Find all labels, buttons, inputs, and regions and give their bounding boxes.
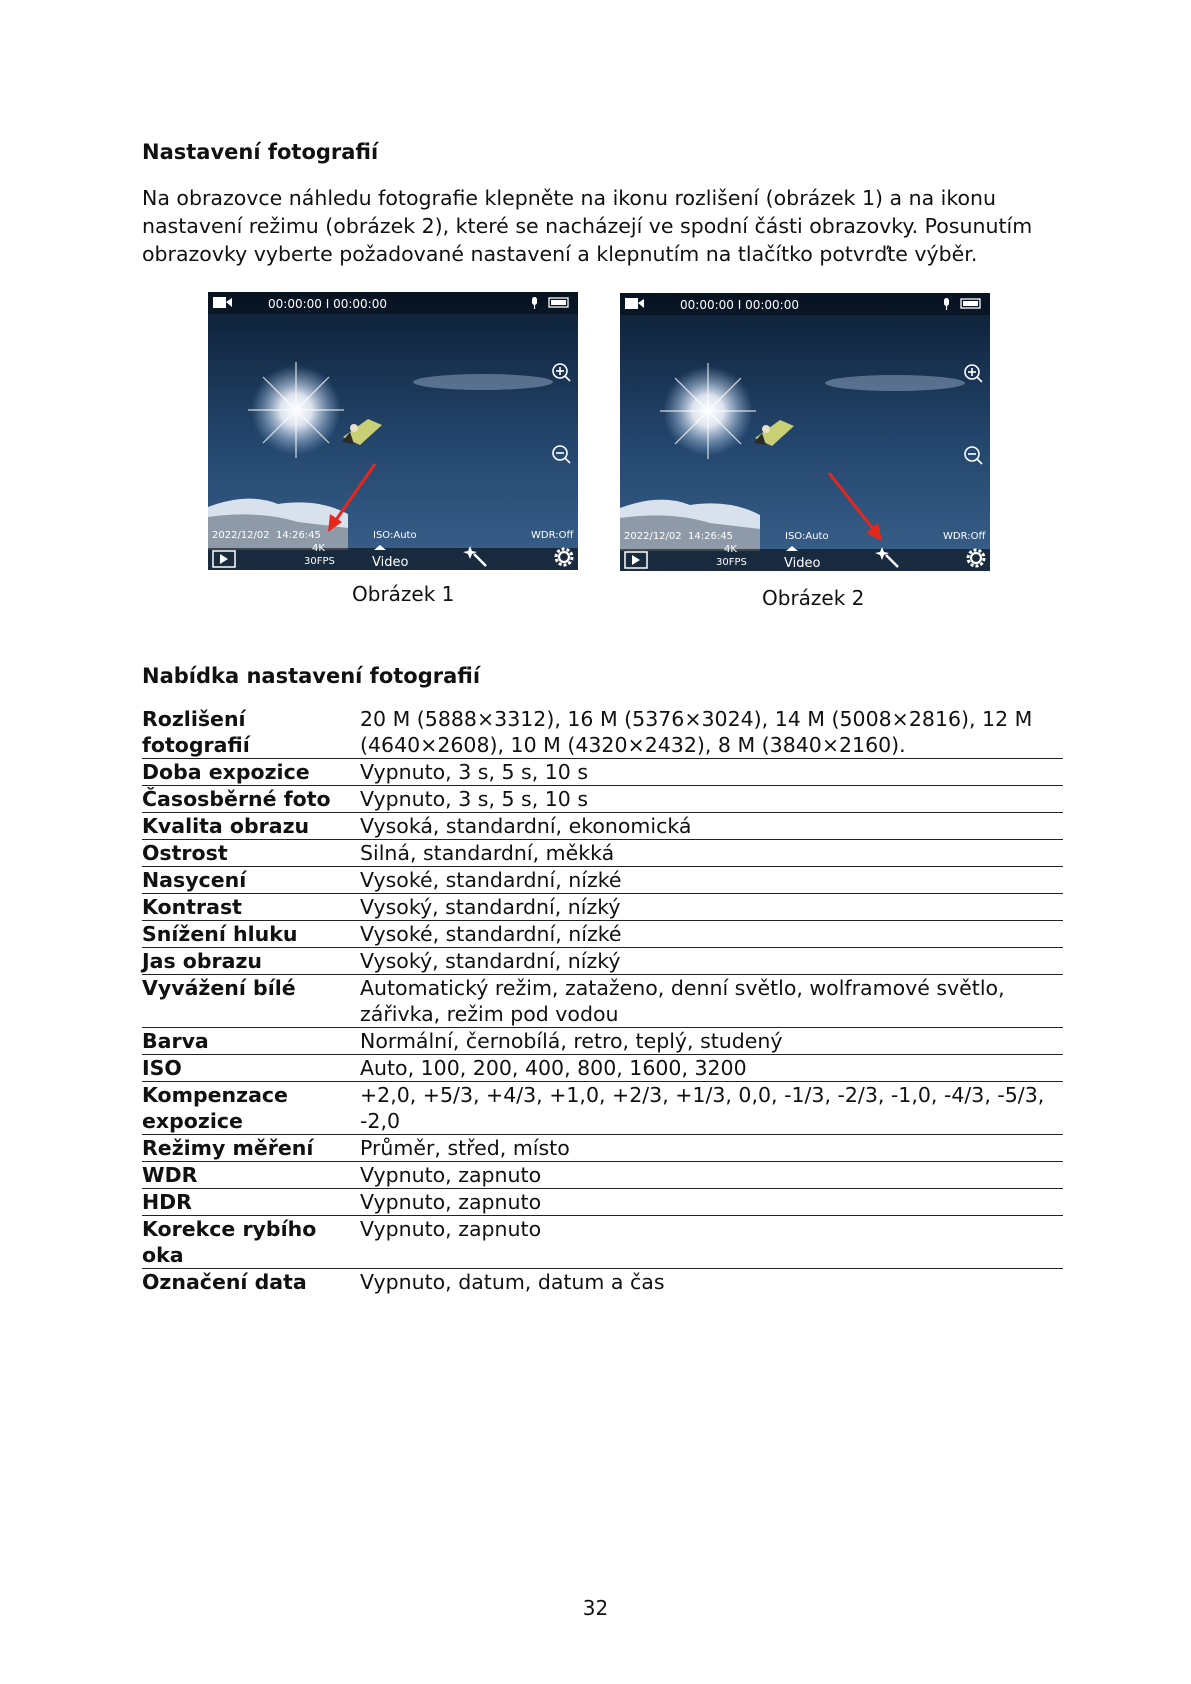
setting-name: Barva (142, 1028, 360, 1055)
setting-name: ISO (142, 1055, 360, 1082)
setting-value: Vypnuto, datum, datum a čas (360, 1270, 665, 1294)
intro-paragraph: Na obrazovce náhledu fotografie klepněte na ikonu rozlišení (obrázek 1) a na ikonu nastavení režimu (obrázek 2), které se nacházejí ve spodní části obrazovky. Posunutím obrazovky vyberte požadované nastavení a klepnutím na tlačítko potvrďte výběr. (142, 186, 1033, 266)
setting-value: Vysoké, standardní, nízké (360, 921, 1063, 948)
setting-name: Ostrost (142, 840, 360, 867)
setting-name: Označení data (142, 1270, 307, 1294)
setting-value: Průměr, střed, místo (360, 1135, 1063, 1162)
time-readout: 14:26:45 (688, 531, 733, 542)
table-row (142, 1216, 1063, 1269)
setting-name: WDR (142, 1162, 360, 1189)
setting-value: Automatický režim, zataženo, denní světlo, wolframové světlo, zářivka, režim pod vodou (360, 975, 1063, 1028)
table-row (142, 1162, 1063, 1189)
setting-name: HDR (142, 1189, 360, 1216)
setting-value: Vypnuto, 3 s, 5 s, 10 s (360, 786, 1063, 813)
resolution-label[interactable]: 4K (312, 543, 325, 554)
figure-1-screenshot (208, 292, 578, 570)
iso-readout: ISO:Auto (373, 530, 417, 541)
timer-readout: 00:00:00 I 00:00:00 (680, 298, 799, 312)
figure-2-screenshot (620, 293, 990, 571)
table-row (142, 1082, 1063, 1135)
setting-name: Vyvážení bílé (142, 975, 360, 1028)
table-row (142, 1055, 1063, 1082)
table-row (142, 706, 1063, 759)
timer-readout: 00:00:00 I 00:00:00 (268, 297, 387, 311)
resolution-label[interactable]: 4K (724, 544, 737, 555)
iso-readout: ISO:Auto (785, 531, 829, 542)
section-title: Nastavení fotografií (142, 140, 379, 164)
setting-name: Snížení hluku (142, 921, 360, 948)
setting-name: Korekce rybího oka (142, 1216, 360, 1269)
setting-name: Režimy měření (142, 1135, 360, 1162)
wdr-readout: WDR:Off (531, 530, 574, 541)
setting-name: Kontrast (142, 894, 360, 921)
setting-value: Vysoké, standardní, nízké (360, 867, 1063, 894)
date-readout: 2022/12/02 (624, 531, 682, 542)
table-row (142, 975, 1063, 1028)
table-row (142, 1028, 1063, 1055)
setting-name: Rozlišení fotografií (142, 706, 360, 759)
setting-value: 20 M (5888×3312), 16 M (5376×3024), 14 M (5008×2816), 12 M (4640×2608), 10 M (4320×2432), 8 M (3840×2160). (360, 706, 1063, 759)
setting-name: Kvalita obrazu (142, 813, 360, 840)
table-row (142, 1189, 1063, 1216)
table-row (142, 1135, 1063, 1162)
setting-name: Doba expozice (142, 759, 360, 786)
setting-value: Vypnuto, zapnuto (360, 1189, 1063, 1216)
setting-value: Vysoký, standardní, nízký (360, 948, 1063, 975)
figure-1-caption: Obrázek 1 (352, 582, 455, 606)
fps-label[interactable]: 30FPS (304, 556, 335, 567)
setting-name: Kompenzace expozice (142, 1082, 360, 1135)
table-row (142, 786, 1063, 813)
setting-value: Vysoká, standardní, ekonomická (360, 813, 1063, 840)
table-row (142, 1269, 1063, 1296)
setting-value: Vysoký, standardní, nízký (360, 894, 1063, 921)
wdr-readout: WDR:Off (943, 531, 986, 542)
mode-label[interactable]: Video (784, 556, 821, 571)
setting-value: Silná, standardní, měkká (360, 840, 1063, 867)
setting-value: Auto, 100, 200, 400, 800, 1600, 3200 (360, 1055, 1063, 1082)
setting-value: Normální, černobílá, retro, teplý, studený (360, 1028, 1063, 1055)
setting-name: Nasycení (142, 867, 360, 894)
setting-value: Vypnuto, 3 s, 5 s, 10 s (360, 759, 1063, 786)
figure-2-caption: Obrázek 2 (762, 586, 865, 610)
table-row (142, 948, 1063, 975)
mode-label[interactable]: Video (372, 555, 409, 570)
page-number: 32 (582, 1596, 609, 1620)
table-row (142, 759, 1063, 786)
setting-value: Vypnuto, zapnuto (360, 1162, 1063, 1189)
table-row (142, 840, 1063, 867)
menu-title: Nabídka nastavení fotografií (142, 664, 481, 688)
fps-label[interactable]: 30FPS (716, 557, 747, 568)
setting-name: Jas obrazu (142, 948, 360, 975)
setting-value: Vypnuto, zapnuto (360, 1216, 1063, 1269)
setting-name: Časosběrné foto (142, 786, 360, 813)
date-readout: 2022/12/02 (212, 530, 270, 541)
table-row (142, 867, 1063, 894)
table-row (142, 813, 1063, 840)
settings-table (142, 706, 1063, 1295)
setting-value: +2,0, +5/3, +4/3, +1,0, +2/3, +1/3, 0,0, -1/3, -2/3, -1,0, -4/3, -5/3, -2,0 (360, 1082, 1063, 1135)
time-readout: 14:26:45 (276, 530, 321, 541)
table-row (142, 921, 1063, 948)
table-row (142, 894, 1063, 921)
